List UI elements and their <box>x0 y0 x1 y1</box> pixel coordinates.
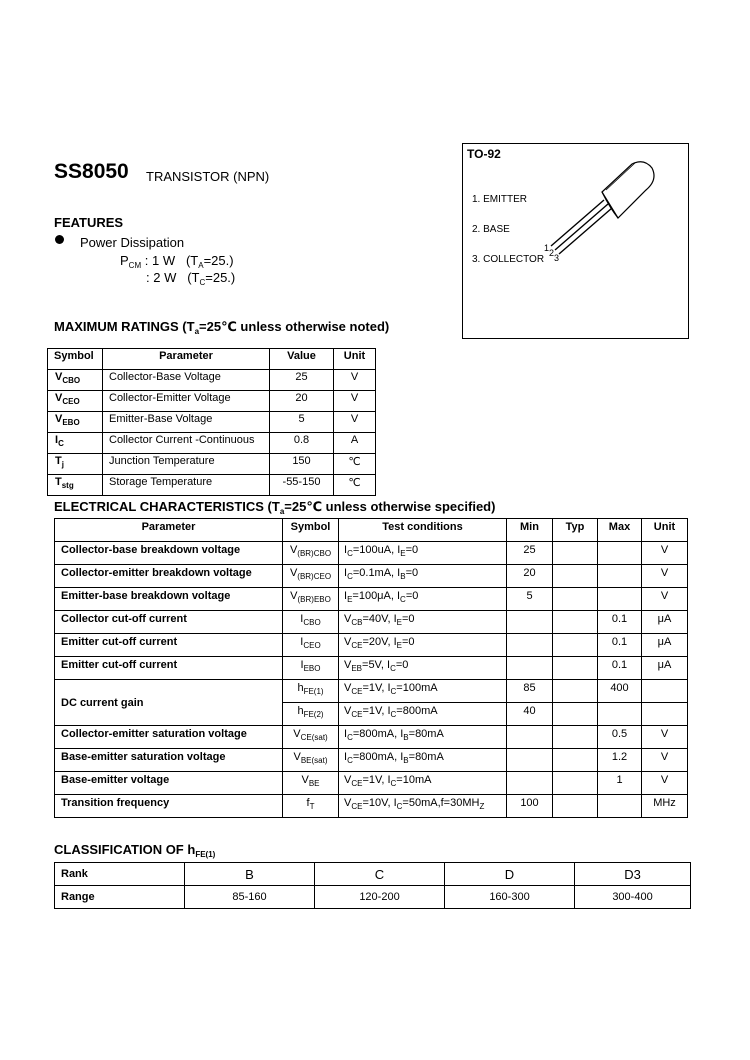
unit-cell: V <box>642 749 688 772</box>
conditions-cell: $I_C=100uA$, $I_E=0$ <box>339 542 507 565</box>
typ-cell <box>553 749 598 772</box>
max-cell: 0.1 <box>598 657 642 680</box>
part-description: TRANSISTOR (NPN) <box>146 169 270 184</box>
min-cell: 85 <box>507 680 553 703</box>
table-row <box>55 634 688 657</box>
symbol-cell: $h_{FE(2)}$ <box>283 703 339 726</box>
max-cell: 0.1 <box>598 611 642 634</box>
max-cell: 1 <box>598 772 642 795</box>
col-header-value: Value <box>270 349 334 370</box>
parameter-cell: Emitter cut-off current <box>55 634 283 657</box>
symbol-cell: $T_{stg}$ <box>48 475 103 496</box>
table-row <box>55 749 688 772</box>
conditions-cell: $V_{CE}=20V$, $I_E=0$ <box>339 634 507 657</box>
unit-cell: ℃ <box>334 475 376 496</box>
min-cell <box>507 611 553 634</box>
rank-cell: B <box>185 863 315 886</box>
unit-cell <box>642 680 688 703</box>
symbol-cell: $V_{CBO}$ <box>48 370 103 391</box>
value-cell: 20 <box>270 391 334 412</box>
min-cell: 20 <box>507 565 553 588</box>
parameter-cell: Base-emitter saturation voltage <box>55 749 283 772</box>
lead-number-1: 1 <box>544 243 550 253</box>
value-cell: 150 <box>270 454 334 475</box>
to92-leads <box>551 200 612 254</box>
electrical-characteristics-heading: ELECTRICAL CHARACTERISTICS ($T_a=25℃$ unless otherwise specified) <box>54 499 496 516</box>
conditions-cell: $I_E=100\mu A$, $I_C=0$ <box>339 588 507 611</box>
typ-cell <box>553 634 598 657</box>
typ-cell <box>553 795 598 818</box>
table-row <box>48 475 376 496</box>
max-cell <box>598 703 642 726</box>
unit-cell: V <box>334 391 376 412</box>
min-cell <box>507 749 553 772</box>
table-row <box>48 454 376 475</box>
table-header-row <box>55 519 688 542</box>
typ-cell <box>553 726 598 749</box>
col-header-parameter: Parameter <box>55 519 283 542</box>
typ-cell <box>553 703 598 726</box>
min-cell: 40 <box>507 703 553 726</box>
min-cell <box>507 726 553 749</box>
col-header-unit: Unit <box>334 349 376 370</box>
symbol-cell: $f_T$ <box>283 795 339 818</box>
conditions-cell: $I_C=800mA$, $I_B=80mA$ <box>339 749 507 772</box>
value-cell: -55-150 <box>270 475 334 496</box>
parameter-cell: Emitter-Base Voltage <box>103 412 270 433</box>
symbol-cell: $I_{CBO}$ <box>283 611 339 634</box>
unit-cell: μA <box>642 634 688 657</box>
value-cell: 5 <box>270 412 334 433</box>
unit-cell: V <box>642 772 688 795</box>
pin-label-collector: 3. COLLECTOR <box>472 254 545 265</box>
pin-label-base: 2. BASE <box>472 224 510 235</box>
value-cell: 0.8 <box>270 433 334 454</box>
unit-cell: V <box>334 412 376 433</box>
symbol-cell: $V_{CEO}$ <box>48 391 103 412</box>
unit-cell: V <box>642 726 688 749</box>
unit-cell: MHz <box>642 795 688 818</box>
rank-label: Rank <box>55 863 185 886</box>
typ-cell <box>553 611 598 634</box>
parameter-cell: Collector-Base Voltage <box>103 370 270 391</box>
table-row <box>55 588 688 611</box>
symbol-cell: $V_{BE}$ <box>283 772 339 795</box>
pin-label-emitter: 1. EMITTER <box>472 194 528 205</box>
value-cell: 25 <box>270 370 334 391</box>
pcm-rating-1: $P_{CM}$ : 1 W $(T_A=25.)$ <box>120 253 234 270</box>
lead-number-3: 3 <box>554 253 560 263</box>
parameter-cell: Base-emitter voltage <box>55 772 283 795</box>
min-cell <box>507 772 553 795</box>
col-header-min: Min <box>507 519 553 542</box>
max-cell <box>598 542 642 565</box>
to92-package-drawing <box>540 152 660 272</box>
parameter-cell: Storage Temperature <box>103 475 270 496</box>
table-row <box>55 542 688 565</box>
pcm-rating-2: : 2 W $(T_C=25.)$ <box>146 270 236 287</box>
min-cell: 5 <box>507 588 553 611</box>
col-header-typ: Typ <box>553 519 598 542</box>
min-cell <box>507 634 553 657</box>
col-header-symbol: Symbol <box>48 349 103 370</box>
unit-cell: A <box>334 433 376 454</box>
max-ratings-heading: MAXIMUM RATINGS ($T_a=25℃$ unless otherwise noted) <box>54 319 390 336</box>
parameter-cell: Emitter-base breakdown voltage <box>55 588 283 611</box>
min-cell: 100 <box>507 795 553 818</box>
table-row <box>55 772 688 795</box>
range-cell: 120-200 <box>315 886 445 909</box>
symbol-cell: $I_{CEO}$ <box>283 634 339 657</box>
typ-cell <box>553 680 598 703</box>
range-row <box>55 886 691 909</box>
parameter-cell: DC current gain <box>55 680 283 726</box>
unit-cell: μA <box>642 657 688 680</box>
conditions-cell: $I_C=0.1mA$, $I_B=0$ <box>339 565 507 588</box>
electrical-characteristics-table <box>54 518 688 818</box>
parameter-cell: Collector-emitter breakdown voltage <box>55 565 283 588</box>
typ-cell <box>553 772 598 795</box>
lead-number-2: 2 <box>549 248 555 258</box>
parameter-cell: Collector-emitter saturation voltage <box>55 726 283 749</box>
symbol-cell: $h_{FE(1)}$ <box>283 680 339 703</box>
symbol-cell: $V_{(BR)CBO}$ <box>283 542 339 565</box>
max-cell <box>598 588 642 611</box>
part-number: SS8050 <box>54 160 129 183</box>
max-cell <box>598 565 642 588</box>
conditions-cell: $V_{CB}=40V$, $I_E=0$ <box>339 611 507 634</box>
features-heading: FEATURES <box>54 215 124 230</box>
parameter-cell: Collector-Emitter Voltage <box>103 391 270 412</box>
table-row <box>55 565 688 588</box>
classification-heading: CLASSIFICATION OF $h_{FE(1)}$ <box>54 842 216 859</box>
conditions-cell: $V_{EB}=5V$, $I_C=0$ <box>339 657 507 680</box>
parameter-cell: Junction Temperature <box>103 454 270 475</box>
unit-cell: V <box>642 588 688 611</box>
col-header-max: Max <box>598 519 642 542</box>
bullet-icon <box>55 235 64 244</box>
col-header-symbol: Symbol <box>283 519 339 542</box>
conditions-cell: $I_C=800mA$, $I_B=80mA$ <box>339 726 507 749</box>
symbol-cell: $V_{EBO}$ <box>48 412 103 433</box>
table-row <box>48 391 376 412</box>
rank-cell: D3 <box>575 863 691 886</box>
symbol-cell: $V_{BE(sat)}$ <box>283 749 339 772</box>
conditions-cell: $V_{CE}=1V$, $I_C=800mA$ <box>339 703 507 726</box>
power-dissipation-label: Power Dissipation <box>80 235 185 250</box>
rank-cell: C <box>315 863 445 886</box>
unit-cell: ℃ <box>334 454 376 475</box>
typ-cell <box>553 657 598 680</box>
table-header-row <box>48 349 376 370</box>
table-row <box>48 370 376 391</box>
max-cell: 1.2 <box>598 749 642 772</box>
parameter-cell: Collector-base breakdown voltage <box>55 542 283 565</box>
max-cell: 0.5 <box>598 726 642 749</box>
classification-table <box>54 862 691 909</box>
parameter-cell: Emitter cut-off current <box>55 657 283 680</box>
typ-cell <box>553 588 598 611</box>
conditions-cell: $V_{CE}=1V$, $I_C=10mA$ <box>339 772 507 795</box>
symbol-cell: $I_{EBO}$ <box>283 657 339 680</box>
table-row <box>55 680 688 703</box>
max-cell: 0.1 <box>598 634 642 657</box>
range-label: Range <box>55 886 185 909</box>
col-header-unit: Unit <box>642 519 688 542</box>
package-title: TO-92 <box>467 147 501 161</box>
min-cell <box>507 657 553 680</box>
unit-cell: μA <box>642 611 688 634</box>
unit-cell: V <box>642 542 688 565</box>
table-row <box>55 611 688 634</box>
symbol-cell: $V_{(BR)CEO}$ <box>283 565 339 588</box>
max-cell <box>598 795 642 818</box>
max-cell: 400 <box>598 680 642 703</box>
unit-cell <box>642 703 688 726</box>
unit-cell: V <box>642 565 688 588</box>
max-ratings-table <box>47 348 376 496</box>
parameter-cell: Transition frequency <box>55 795 283 818</box>
range-cell: 160-300 <box>445 886 575 909</box>
unit-cell: V <box>334 370 376 391</box>
col-header-conditions: Test conditions <box>339 519 507 542</box>
range-cell: 300-400 <box>575 886 691 909</box>
col-header-parameter: Parameter <box>103 349 270 370</box>
table-row <box>55 726 688 749</box>
table-row <box>55 657 688 680</box>
typ-cell <box>553 565 598 588</box>
parameter-cell: Collector Current -Continuous <box>103 433 270 454</box>
symbol-cell: $V_{CE(sat)}$ <box>283 726 339 749</box>
conditions-cell: $V_{CE}=1V$, $I_C=100mA$ <box>339 680 507 703</box>
symbol-cell: $I_C$ <box>48 433 103 454</box>
typ-cell <box>553 542 598 565</box>
rank-row <box>55 863 691 886</box>
parameter-cell: Collector cut-off current <box>55 611 283 634</box>
rank-cell: D <box>445 863 575 886</box>
table-row <box>55 795 688 818</box>
symbol-cell: $T_j$ <box>48 454 103 475</box>
symbol-cell: $V_{(BR)EBO}$ <box>283 588 339 611</box>
range-cell: 85-160 <box>185 886 315 909</box>
table-row <box>48 412 376 433</box>
table-row <box>48 433 376 454</box>
conditions-cell: $V_{CE}=10V$, $I_C=50mA,f=30MH_Z$ <box>339 795 507 818</box>
min-cell: 25 <box>507 542 553 565</box>
